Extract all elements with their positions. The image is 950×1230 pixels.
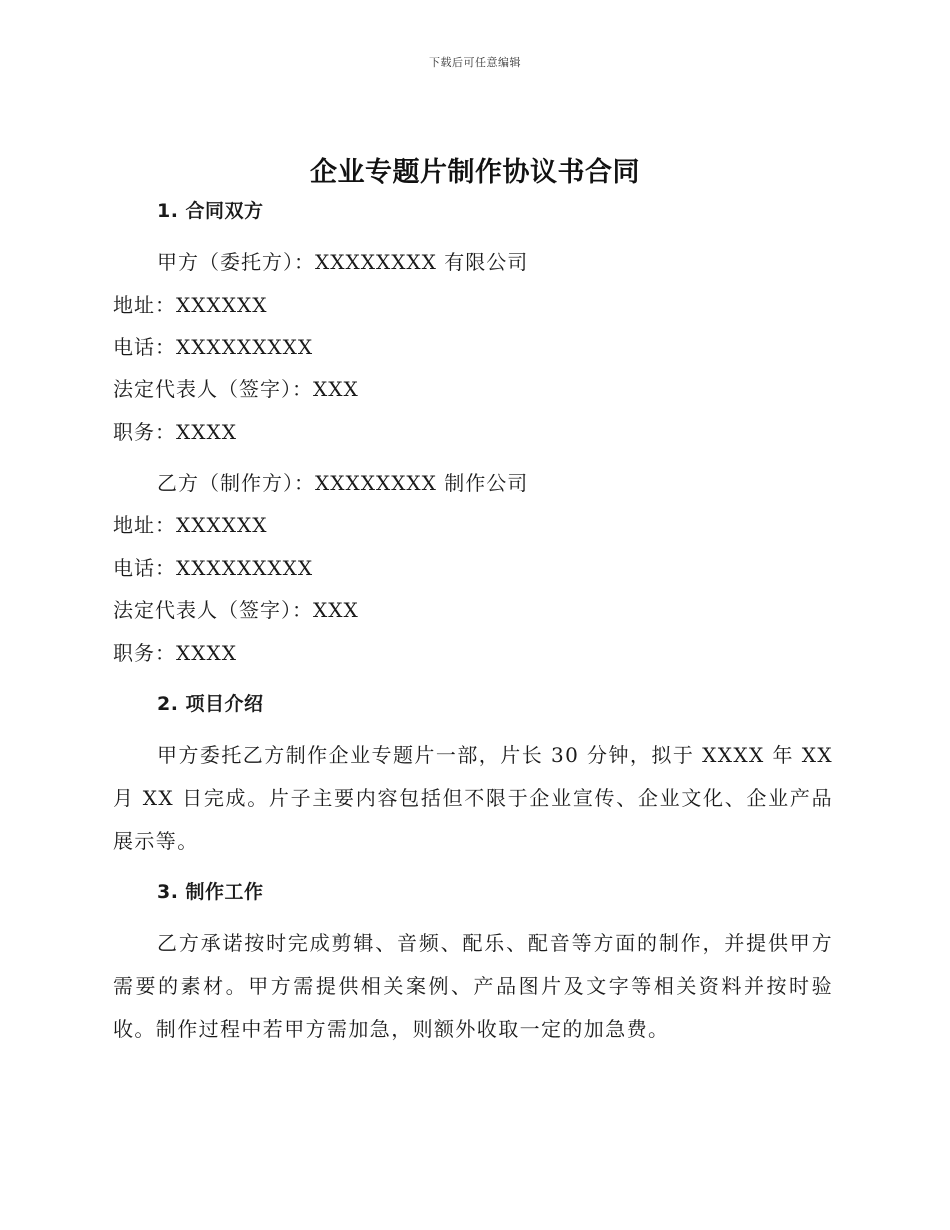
section-2-body: 甲方委托乙方制作企业专题片一部，片长 30 分钟，拟于 XXXX 年 XX 月 XX 日完成。片子主要内容包括但不限于企业宣传、企业文化、企业产品展示等。	[113, 743, 833, 853]
section-2-heading: 2. 项目介绍	[157, 693, 264, 715]
party-a-line: 甲方（委托方）：XXXXXXXX 有限公司	[157, 250, 529, 274]
party-b-position: 职务：XXXX	[113, 641, 237, 665]
document-title: 企业专题片制作协议书合同	[310, 157, 640, 188]
section-3-body: 乙方承诺按时完成剪辑、音频、配乐、配音等方面的制作，并提供甲方需要的素材。甲方需提供相关案例、产品图片及文字等相关资料并按时验收。制作过程中若甲方需加急，则额外收取一定的加急费。	[113, 931, 833, 1041]
party-a-position: 职务：XXXX	[113, 420, 237, 444]
party-b-line: 乙方（制作方）：XXXXXXXX 制作公司	[157, 471, 529, 495]
section-3-heading: 3. 制作工作	[157, 881, 264, 903]
party-b-legal-rep: 法定代表人（签字）：XXX	[113, 598, 359, 622]
party-b-phone: 电话：XXXXXXXXX	[113, 556, 314, 580]
party-a-address: 地址：XXXXXX	[113, 293, 268, 317]
party-a-phone: 电话：XXXXXXXXX	[113, 335, 314, 359]
party-b-address: 地址：XXXXXX	[113, 513, 268, 537]
header-note: 下载后可任意编辑	[429, 56, 521, 69]
party-a-legal-rep: 法定代表人（签字）：XXX	[113, 377, 359, 401]
section-1-heading: 1. 合同双方	[157, 200, 264, 222]
